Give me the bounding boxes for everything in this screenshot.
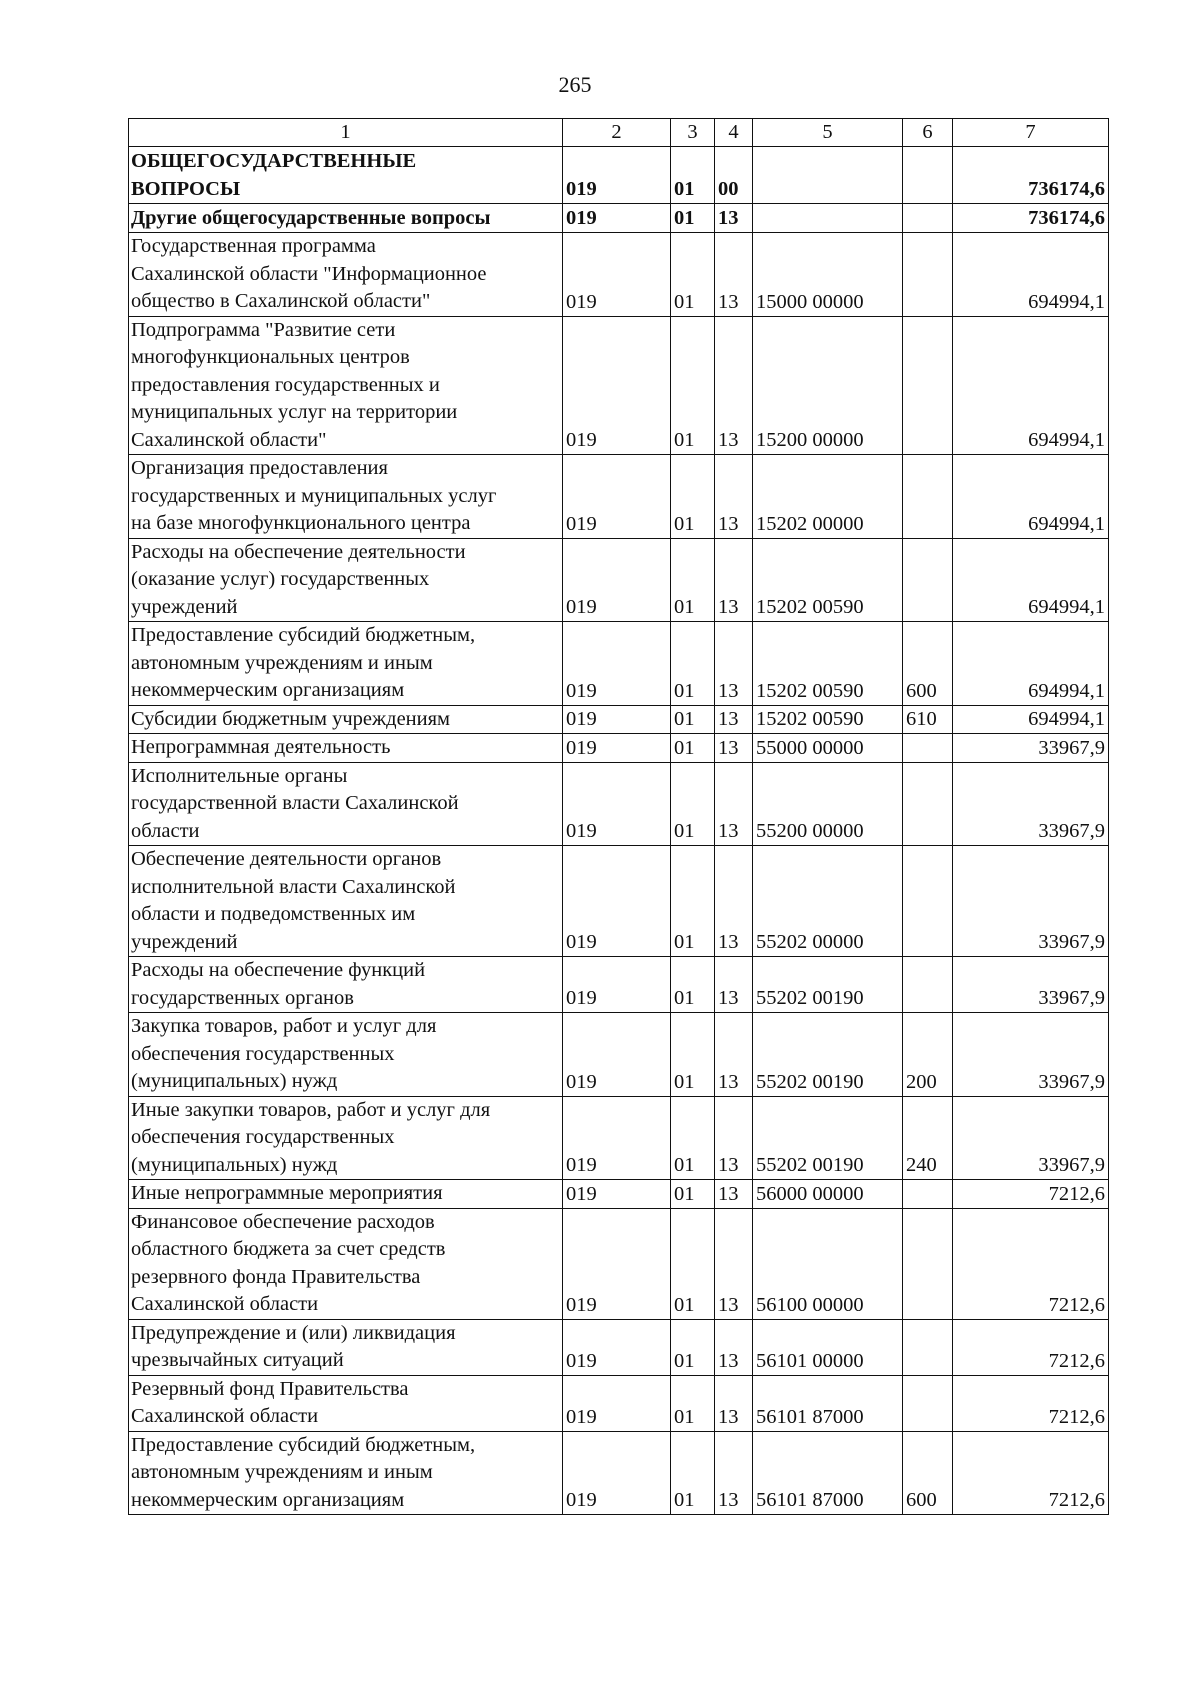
table-body [129,147,1109,1515]
table-row [129,734,1109,763]
cell-amount: 33967,9 [953,846,1109,957]
cell-amount: 7212,6 [953,1208,1109,1319]
cell-target-code: 15000 00000 [753,233,903,317]
cell-amount: 694994,1 [953,455,1109,539]
cell-section: 01 [671,233,715,317]
cell-section: 01 [671,846,715,957]
cell-amount: 7212,6 [953,1180,1109,1209]
cell-target-code: 55000 00000 [753,734,903,763]
cell-subsection: 13 [715,705,753,734]
cell-expense-type [903,455,953,539]
table-row [129,762,1109,846]
cell-admin-code: 019 [563,622,671,706]
cell-name: Предоставление субсидий бюджетным, автономным учреждениям и иным некоммерческим организациям [129,1431,563,1515]
cell-expense-type: 600 [903,622,953,706]
table-row [129,455,1109,539]
table-row [129,316,1109,455]
cell-target-code: 55202 00000 [753,846,903,957]
cell-section: 01 [671,1375,715,1431]
cell-amount: 33967,9 [953,1096,1109,1180]
table-row [129,1208,1109,1319]
cell-expense-type [903,1375,953,1431]
cell-expense-type [903,538,953,622]
cell-subsection: 13 [715,204,753,233]
cell-section: 01 [671,204,715,233]
cell-expense-type [903,1208,953,1319]
cell-name: Иные непрограммные мероприятия [129,1180,563,1209]
cell-expense-type [903,316,953,455]
cell-name: Непрограммная деятельность [129,734,563,763]
cell-target-code: 55200 00000 [753,762,903,846]
table-row [129,204,1109,233]
cell-name: ОБЩЕГОСУДАРСТВЕННЫЕ ВОПРОСЫ [129,147,563,204]
cell-expense-type [903,762,953,846]
table-row [129,846,1109,957]
cell-name: Подпрограмма "Развитие сети многофункциональных центров предоставления государственных и муниципальных услуг на территории Сахалинской области" [129,316,563,455]
column-header-6: 6 [903,119,953,147]
cell-name: Организация предоставления государственных и муниципальных услуг на базе многофункционального центра [129,455,563,539]
cell-amount: 736174,6 [953,147,1109,204]
table-row [129,622,1109,706]
cell-amount: 694994,1 [953,233,1109,317]
table-row [129,957,1109,1013]
cell-section: 01 [671,957,715,1013]
cell-admin-code: 019 [563,846,671,957]
cell-target-code: 15202 00000 [753,455,903,539]
cell-section: 01 [671,538,715,622]
cell-section: 01 [671,455,715,539]
table-row [129,1319,1109,1375]
cell-amount: 694994,1 [953,705,1109,734]
cell-expense-type [903,846,953,957]
cell-subsection: 13 [715,734,753,763]
cell-admin-code: 019 [563,705,671,734]
cell-target-code: 15202 00590 [753,622,903,706]
cell-expense-type: 600 [903,1431,953,1515]
cell-admin-code: 019 [563,147,671,204]
cell-admin-code: 019 [563,538,671,622]
cell-subsection: 13 [715,1096,753,1180]
cell-section: 01 [671,622,715,706]
cell-name: Государственная программа Сахалинской области "Информационное общество в Сахалинской области" [129,233,563,317]
cell-section: 01 [671,762,715,846]
cell-subsection: 13 [715,846,753,957]
cell-subsection: 13 [715,538,753,622]
cell-section: 01 [671,705,715,734]
table-row [129,1180,1109,1209]
column-header-1: 1 [129,119,563,147]
cell-subsection: 00 [715,147,753,204]
cell-subsection: 13 [715,622,753,706]
cell-subsection: 13 [715,1431,753,1515]
cell-amount: 7212,6 [953,1431,1109,1515]
cell-expense-type [903,204,953,233]
cell-admin-code: 019 [563,734,671,763]
cell-expense-type [903,147,953,204]
budget-table [128,118,1109,1515]
cell-section: 01 [671,1431,715,1515]
cell-target-code: 55202 00190 [753,1013,903,1097]
cell-name: Предупреждение и (или) ликвидация чрезвычайных ситуаций [129,1319,563,1375]
cell-target-code: 56101 87000 [753,1431,903,1515]
header-row [129,119,1109,147]
cell-amount: 33967,9 [953,734,1109,763]
cell-subsection: 13 [715,455,753,539]
cell-admin-code: 019 [563,455,671,539]
cell-expense-type [903,734,953,763]
cell-name: Обеспечение деятельности органов исполнительной власти Сахалинской области и подведомственных им учреждений [129,846,563,957]
cell-target-code: 15200 00000 [753,316,903,455]
cell-name: Исполнительные органы государственной власти Сахалинской области [129,762,563,846]
cell-name: Финансовое обеспечение расходов областного бюджета за счет средств резервного фонда Правительства Сахалинской области [129,1208,563,1319]
table-row [129,1013,1109,1097]
cell-subsection: 13 [715,1375,753,1431]
cell-expense-type [903,957,953,1013]
table-row [129,1431,1109,1515]
column-header-5: 5 [753,119,903,147]
cell-section: 01 [671,1208,715,1319]
cell-name: Резервный фонд Правительства Сахалинской области [129,1375,563,1431]
table-row [129,705,1109,734]
cell-target-code [753,204,903,233]
table-row [129,1096,1109,1180]
cell-expense-type [903,233,953,317]
column-header-4: 4 [715,119,753,147]
cell-name: Другие общегосударственные вопросы [129,204,563,233]
cell-section: 01 [671,734,715,763]
page-number: 265 [558,72,592,97]
cell-amount: 7212,6 [953,1319,1109,1375]
cell-admin-code: 019 [563,1096,671,1180]
cell-subsection: 13 [715,316,753,455]
cell-target-code: 56101 87000 [753,1375,903,1431]
cell-amount: 694994,1 [953,622,1109,706]
cell-target-code: 15202 00590 [753,538,903,622]
table-row [129,147,1109,204]
cell-amount: 33967,9 [953,957,1109,1013]
cell-amount: 694994,1 [953,538,1109,622]
cell-name: Расходы на обеспечение деятельности (оказание услуг) государственных учреждений [129,538,563,622]
cell-amount: 33967,9 [953,1013,1109,1097]
cell-target-code: 56100 00000 [753,1208,903,1319]
cell-admin-code: 019 [563,762,671,846]
cell-target-code: 56101 00000 [753,1319,903,1375]
cell-admin-code: 019 [563,1431,671,1515]
cell-name: Предоставление субсидий бюджетным, автономным учреждениям и иным некоммерческим организациям [129,622,563,706]
cell-target-code: 15202 00590 [753,705,903,734]
cell-amount: 694994,1 [953,316,1109,455]
table-row [129,538,1109,622]
cell-section: 01 [671,1096,715,1180]
cell-amount: 736174,6 [953,204,1109,233]
cell-subsection: 13 [715,1319,753,1375]
cell-expense-type [903,1319,953,1375]
cell-section: 01 [671,1013,715,1097]
cell-target-code: 55202 00190 [753,957,903,1013]
cell-section: 01 [671,316,715,455]
cell-name: Расходы на обеспечение функций государственных органов [129,957,563,1013]
cell-admin-code: 019 [563,316,671,455]
cell-target-code: 55202 00190 [753,1096,903,1180]
cell-expense-type [903,1180,953,1209]
cell-name: Иные закупки товаров, работ и услуг для обеспечения государственных (муниципальных) нужд [129,1096,563,1180]
cell-expense-type: 200 [903,1013,953,1097]
cell-amount: 33967,9 [953,762,1109,846]
cell-admin-code: 019 [563,1208,671,1319]
cell-admin-code: 019 [563,204,671,233]
cell-subsection: 13 [715,762,753,846]
cell-admin-code: 019 [563,1319,671,1375]
cell-admin-code: 019 [563,1180,671,1209]
cell-target-code: 56000 00000 [753,1180,903,1209]
cell-subsection: 13 [715,233,753,317]
column-header-2: 2 [563,119,671,147]
cell-section: 01 [671,1319,715,1375]
cell-section: 01 [671,147,715,204]
cell-admin-code: 019 [563,233,671,317]
cell-name: Субсидии бюджетным учреждениям [129,705,563,734]
table-header [129,119,1109,147]
cell-subsection: 13 [715,1180,753,1209]
cell-admin-code: 019 [563,1013,671,1097]
cell-admin-code: 019 [563,957,671,1013]
cell-expense-type: 240 [903,1096,953,1180]
cell-admin-code: 019 [563,1375,671,1431]
table-row [129,233,1109,317]
cell-subsection: 13 [715,1208,753,1319]
column-header-7: 7 [953,119,1109,147]
cell-target-code [753,147,903,204]
cell-amount: 7212,6 [953,1375,1109,1431]
table-row [129,1375,1109,1431]
column-header-3: 3 [671,119,715,147]
cell-subsection: 13 [715,1013,753,1097]
cell-expense-type: 610 [903,705,953,734]
cell-name: Закупка товаров, работ и услуг для обеспечения государственных (муниципальных) нужд [129,1013,563,1097]
cell-subsection: 13 [715,957,753,1013]
cell-section: 01 [671,1180,715,1209]
